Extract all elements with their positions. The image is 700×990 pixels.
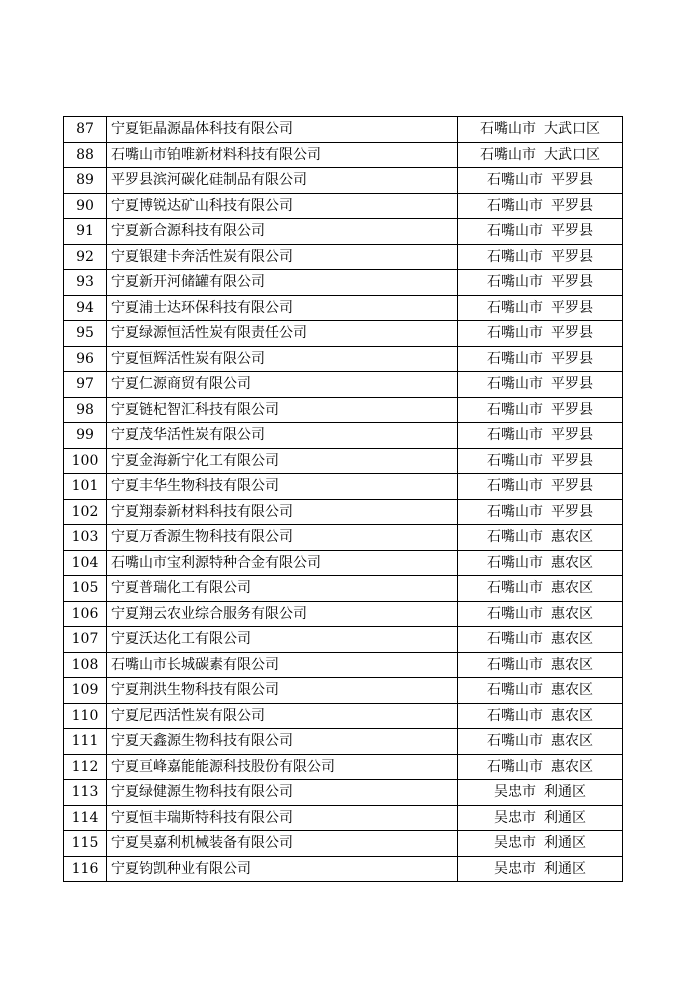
region-cell [458, 805, 623, 831]
company-name: 宁夏丰华生物科技有限公司 [107, 474, 458, 500]
company-name: 宁夏沃达化工有限公司 [107, 627, 458, 653]
region-district: 惠农区 [551, 682, 593, 699]
company-name: 宁夏仁源商贸有限公司 [107, 372, 458, 398]
table-row [64, 219, 623, 245]
row-number: 114 [64, 805, 107, 831]
region-district: 惠农区 [551, 758, 593, 775]
row-number: 94 [64, 295, 107, 321]
table-body [64, 117, 623, 882]
company-name: 宁夏天鑫源生物科技有限公司 [107, 729, 458, 755]
region-cell [458, 678, 623, 704]
company-table [63, 116, 623, 882]
company-name: 宁夏普瑞化工有限公司 [107, 576, 458, 602]
table-row [64, 805, 623, 831]
region-city: 石嘴山市 [487, 707, 543, 724]
region-city: 石嘴山市 [487, 376, 543, 393]
region-district: 大武口区 [544, 146, 600, 163]
row-number: 99 [64, 423, 107, 449]
region-district: 利通区 [544, 784, 586, 801]
table-row [64, 627, 623, 653]
region-district: 平罗县 [551, 503, 593, 520]
region-district: 平罗县 [551, 376, 593, 393]
table-row [64, 117, 623, 143]
region-city: 石嘴山市 [487, 682, 543, 699]
company-name: 宁夏恒丰瑞斯特科技有限公司 [107, 805, 458, 831]
company-name: 宁夏链杞智汇科技有限公司 [107, 397, 458, 423]
region-city: 石嘴山市 [487, 478, 543, 495]
region-city: 石嘴山市 [487, 197, 543, 214]
region-cell [458, 856, 623, 882]
region-city: 石嘴山市 [487, 554, 543, 571]
region-district: 惠农区 [551, 605, 593, 622]
region-city: 石嘴山市 [487, 452, 543, 469]
table-row [64, 142, 623, 168]
region-district: 惠农区 [551, 580, 593, 597]
company-name: 宁夏尼西活性炭有限公司 [107, 703, 458, 729]
region-city: 吴忠市 [494, 860, 536, 877]
region-cell [458, 321, 623, 347]
region-city: 石嘴山市 [487, 172, 543, 189]
region-cell [458, 448, 623, 474]
company-name: 宁夏新合源科技有限公司 [107, 219, 458, 245]
company-name: 宁夏浦士达环保科技有限公司 [107, 295, 458, 321]
region-district: 平罗县 [551, 401, 593, 418]
region-district: 惠农区 [551, 656, 593, 673]
region-district: 平罗县 [551, 452, 593, 469]
region-cell [458, 652, 623, 678]
table-row [64, 499, 623, 525]
region-city: 石嘴山市 [487, 325, 543, 342]
region-cell [458, 397, 623, 423]
table-row [64, 831, 623, 857]
region-cell [458, 550, 623, 576]
region-city: 石嘴山市 [487, 605, 543, 622]
region-city: 石嘴山市 [487, 350, 543, 367]
region-district: 惠农区 [551, 529, 593, 546]
company-name: 宁夏昊嘉利机械装备有限公司 [107, 831, 458, 857]
region-cell [458, 372, 623, 398]
region-district: 惠农区 [551, 631, 593, 648]
row-number: 103 [64, 525, 107, 551]
region-cell [458, 525, 623, 551]
region-district: 平罗县 [551, 325, 593, 342]
company-name: 宁夏万香源生物科技有限公司 [107, 525, 458, 551]
region-city: 石嘴山市 [487, 733, 543, 750]
region-city: 石嘴山市 [487, 401, 543, 418]
row-number: 111 [64, 729, 107, 755]
row-number: 89 [64, 168, 107, 194]
row-number: 109 [64, 678, 107, 704]
company-name: 宁夏绿源恒活性炭有限责任公司 [107, 321, 458, 347]
table-row [64, 448, 623, 474]
region-city: 石嘴山市 [487, 758, 543, 775]
row-number: 112 [64, 754, 107, 780]
row-number: 87 [64, 117, 107, 143]
row-number: 101 [64, 474, 107, 500]
row-number: 96 [64, 346, 107, 372]
region-city: 石嘴山市 [487, 223, 543, 240]
region-cell [458, 627, 623, 653]
company-name: 宁夏钜晶源晶体科技有限公司 [107, 117, 458, 143]
company-name: 宁夏荆洪生物科技有限公司 [107, 678, 458, 704]
region-cell [458, 499, 623, 525]
region-district: 利通区 [544, 835, 586, 852]
company-name: 宁夏钧凯种业有限公司 [107, 856, 458, 882]
region-district: 利通区 [544, 809, 586, 826]
table-row [64, 321, 623, 347]
table-row [64, 678, 623, 704]
region-city: 石嘴山市 [487, 529, 543, 546]
region-city: 石嘴山市 [487, 656, 543, 673]
region-city: 吴忠市 [494, 835, 536, 852]
table-row [64, 729, 623, 755]
region-cell [458, 193, 623, 219]
table-row [64, 576, 623, 602]
region-cell [458, 423, 623, 449]
region-city: 石嘴山市 [487, 427, 543, 444]
region-cell [458, 831, 623, 857]
region-cell [458, 117, 623, 143]
row-number: 92 [64, 244, 107, 270]
company-name: 石嘴山市长城碳素有限公司 [107, 652, 458, 678]
region-cell [458, 219, 623, 245]
table-row [64, 856, 623, 882]
table-row [64, 244, 623, 270]
region-district: 平罗县 [551, 223, 593, 240]
region-cell [458, 601, 623, 627]
row-number: 113 [64, 780, 107, 806]
region-district: 惠农区 [551, 554, 593, 571]
region-city: 石嘴山市 [487, 631, 543, 648]
table-row [64, 193, 623, 219]
table-row [64, 474, 623, 500]
company-name: 宁夏翔云农业综合服务有限公司 [107, 601, 458, 627]
table-row [64, 346, 623, 372]
company-name: 宁夏亘峰嘉能能源科技股份有限公司 [107, 754, 458, 780]
region-district: 利通区 [544, 860, 586, 877]
region-cell [458, 295, 623, 321]
row-number: 95 [64, 321, 107, 347]
row-number: 98 [64, 397, 107, 423]
region-district: 平罗县 [551, 197, 593, 214]
region-district: 惠农区 [551, 707, 593, 724]
region-district: 平罗县 [551, 478, 593, 495]
company-name: 宁夏恒辉活性炭有限公司 [107, 346, 458, 372]
region-city: 吴忠市 [494, 784, 536, 801]
table-row [64, 601, 623, 627]
table-row [64, 703, 623, 729]
table-row [64, 270, 623, 296]
region-city: 石嘴山市 [487, 580, 543, 597]
region-city: 石嘴山市 [487, 248, 543, 265]
region-city: 吴忠市 [494, 809, 536, 826]
region-district: 平罗县 [551, 427, 593, 444]
row-number: 110 [64, 703, 107, 729]
region-cell [458, 754, 623, 780]
region-cell [458, 168, 623, 194]
company-name: 宁夏银建卡奔活性炭有限公司 [107, 244, 458, 270]
region-city: 石嘴山市 [487, 299, 543, 316]
row-number: 102 [64, 499, 107, 525]
region-city: 石嘴山市 [487, 503, 543, 520]
row-number: 108 [64, 652, 107, 678]
row-number: 88 [64, 142, 107, 168]
table-row [64, 525, 623, 551]
region-cell [458, 346, 623, 372]
table-row [64, 754, 623, 780]
region-cell [458, 474, 623, 500]
company-name: 平罗县滨河碳化硅制品有限公司 [107, 168, 458, 194]
company-name: 宁夏茂华活性炭有限公司 [107, 423, 458, 449]
table-row [64, 168, 623, 194]
region-district: 惠农区 [551, 733, 593, 750]
table-row [64, 423, 623, 449]
region-cell [458, 142, 623, 168]
row-number: 91 [64, 219, 107, 245]
row-number: 116 [64, 856, 107, 882]
table-row [64, 652, 623, 678]
region-cell [458, 729, 623, 755]
company-name: 宁夏金海新宁化工有限公司 [107, 448, 458, 474]
region-district: 平罗县 [551, 350, 593, 367]
company-name: 宁夏绿健源生物科技有限公司 [107, 780, 458, 806]
row-number: 115 [64, 831, 107, 857]
region-city: 石嘴山市 [480, 146, 536, 163]
region-cell [458, 576, 623, 602]
region-cell [458, 270, 623, 296]
region-cell [458, 703, 623, 729]
row-number: 90 [64, 193, 107, 219]
company-name: 宁夏新开河储罐有限公司 [107, 270, 458, 296]
table-row [64, 295, 623, 321]
row-number: 106 [64, 601, 107, 627]
region-city: 石嘴山市 [487, 274, 543, 291]
table-row [64, 780, 623, 806]
table-row [64, 397, 623, 423]
region-cell [458, 780, 623, 806]
company-name: 宁夏翔泰新材料科技有限公司 [107, 499, 458, 525]
row-number: 100 [64, 448, 107, 474]
region-district: 大武口区 [544, 121, 600, 138]
row-number: 105 [64, 576, 107, 602]
region-district: 平罗县 [551, 172, 593, 189]
table-row [64, 372, 623, 398]
region-district: 平罗县 [551, 248, 593, 265]
company-name: 石嘴山市宝利源特种合金有限公司 [107, 550, 458, 576]
row-number: 97 [64, 372, 107, 398]
table-row [64, 550, 623, 576]
region-district: 平罗县 [551, 299, 593, 316]
row-number: 107 [64, 627, 107, 653]
company-name: 石嘴山市铂唯新材料科技有限公司 [107, 142, 458, 168]
region-cell [458, 244, 623, 270]
company-name: 宁夏博锐达矿山科技有限公司 [107, 193, 458, 219]
row-number: 93 [64, 270, 107, 296]
region-district: 平罗县 [551, 274, 593, 291]
region-city: 石嘴山市 [480, 121, 536, 138]
row-number: 104 [64, 550, 107, 576]
